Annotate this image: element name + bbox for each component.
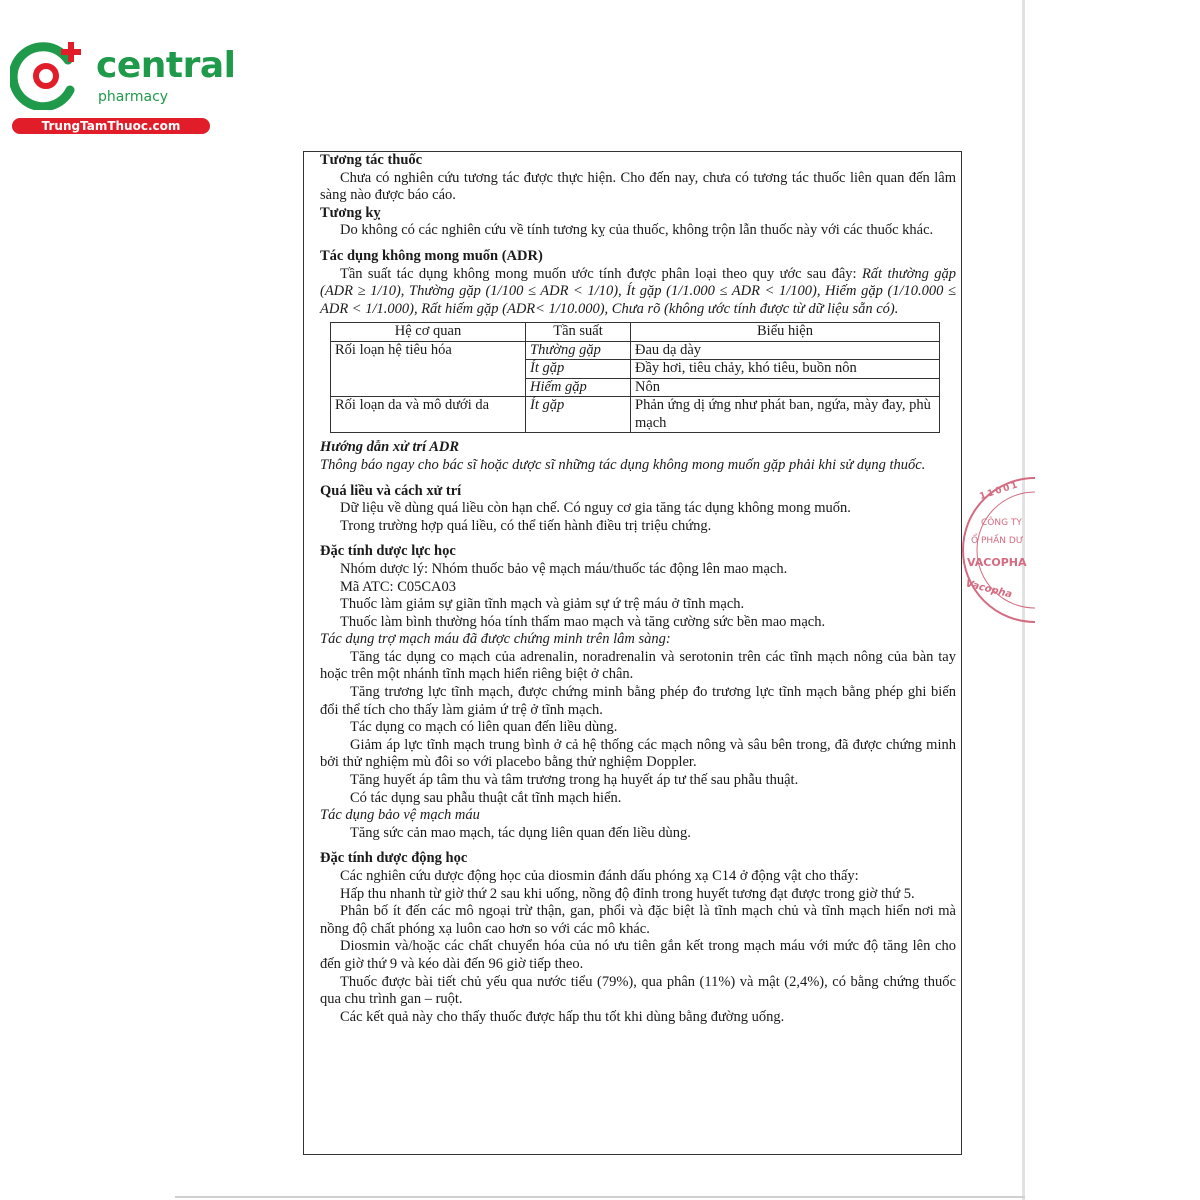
table-cell-effect: Đau dạ dày	[631, 341, 940, 360]
table-cell-effect: Phản ứng dị ứng như phát ban, ngứa, mày đay, phù mạch	[631, 397, 940, 433]
document-content	[320, 152, 956, 1026]
stamp-line-3: VACOPHA	[967, 556, 1027, 569]
heading-pharmacodynamics: Đặc tính dược lực học	[320, 543, 456, 560]
adr-table	[330, 322, 940, 433]
table-cell-organ: Rối loạn hệ tiêu hóa	[331, 341, 526, 397]
heading-pharmacokinetics: Đặc tính dược động học	[320, 850, 468, 867]
text-overdose-2: Trong trường hợp quá liều, có thể tiến hành điều trị triệu chứng.	[340, 517, 712, 534]
heading-incompatibility: Tương kỵ	[320, 204, 381, 221]
text-pd-4: Thuốc làm bình thường hóa tính thấm mao mạch và tăng cường sức bền mao mạch.	[340, 613, 826, 630]
text-overdose-1: Dữ liệu về dùng quá liều còn hạn chế. Có nguy cơ gia tăng tác dụng không mong muốn.	[340, 500, 851, 517]
text-adr-guidance: Thông báo ngay cho bác sĩ hoặc dược sĩ những tác dụng không mong muốn gặp phải khi sử dụng thuốc.	[320, 456, 926, 473]
central-pharmacy-logo[interactable]	[10, 38, 236, 138]
table-header-organ: Hệ cơ quan	[331, 323, 526, 342]
adr-intro-plain: Tần suất tác dụng không mong muốn ước tính được phân loại theo quy ước sau đây:	[340, 265, 862, 282]
text-pd-p6: Có tác dụng sau phẫu thuật cắt tĩnh mạch hiển.	[350, 789, 622, 806]
scan-bottom-edge	[175, 1196, 1025, 1198]
logo-subtitle: pharmacy	[98, 89, 169, 105]
table-cell-frequency: Ít gặp	[526, 360, 631, 379]
text-pk-p5: Thuốc được bài tiết chủ yếu qua nước tiểu (79%), qua phân (11%) và mật (2,4%), có bằng chứng thuốc qua chu trình gan – ruột.	[320, 973, 956, 1008]
table-header-frequency: Tần suất	[526, 323, 631, 342]
table-cell-frequency: Ít gặp	[526, 397, 631, 433]
heading-interactions: Tương tác thuốc	[320, 152, 423, 168]
table-cell-frequency: Hiếm gặp	[526, 378, 631, 397]
table-cell-frequency: Thường gặp	[526, 341, 631, 360]
subheading-pd-vasoprotective: Tác dụng bảo vệ mạch máu	[320, 807, 480, 824]
stamp-line-1: CÔNG TY	[981, 518, 1022, 528]
text-pd-p2: Tăng trương lực tĩnh mạch, được chứng minh bằng phép đo trương lực tĩnh mạch bằng phép ghi biến đổi thể tích cho thấy làm giảm ứ trệ ở tĩnh mạch.	[320, 684, 956, 718]
logo-mark-icon	[10, 38, 90, 110]
text-interactions: Chưa có nghiên cứu tương tác được thực hiện. Cho đến nay, chưa có tương tác thuốc liên quan đến lâm sàng nào được báo cáo.	[320, 169, 956, 204]
text-pd-p3: Tác dụng co mạch có liên quan đến liều dùng.	[350, 719, 618, 736]
table-cell-organ: Rối loạn da và mô dưới da	[331, 397, 526, 433]
text-pk-p3: Phân bố ít đến các mô ngoại trừ thận, gan, phổi và đặc biệt là tĩnh mạch chủ và tĩnh mạch hiển nơi mà nồng độ chất phóng xạ luôn cao hơn so với các mô khác.	[320, 903, 956, 937]
adr-intro-italic: Rất thường gặp (ADR ≥ 1/10), Thường gặp (1/100 ≤ ADR < 1/10), Ít gặp (1/1.000 ≤ ADR < 1/100), Hiếm gặp (1/10.000 ≤ ADR < 1/1.000), Rất hiếm gặp (ADR< 1/10.000), Chưa rõ (không ước tính được từ dữ liệu sẵn có).	[320, 265, 956, 317]
table-header-effect: Biểu hiện	[631, 323, 940, 342]
stamp-number: 11001	[978, 479, 1021, 503]
logo-url[interactable]: TrungTamThuoc.com	[12, 118, 210, 134]
heading-adr-guidance: Hướng dẫn xử trí ADR	[320, 439, 460, 456]
text-pk-p2: Hấp thu nhanh từ giờ thứ 2 sau khi uống, nồng độ đỉnh trong huyết tương đạt được trong giờ thứ 5.	[340, 885, 915, 902]
company-stamp	[955, 470, 1035, 630]
text-pd-p5: Tăng huyết áp tâm thu và tâm trương trong hạ huyết áp tư thế sau phẫu thuật.	[350, 772, 799, 789]
text-pd-3: Thuốc làm giảm sự giãn tĩnh mạch và giảm sự ứ trệ máu ở tĩnh mạch.	[340, 596, 745, 613]
text-pk-p4: Diosmin và/hoặc các chất chuyển hóa của nó ưu tiên gắn kết trong mạch máu với mức độ tăng lên cho đến giờ thứ 9 và kéo dài đến 96 giờ tiếp theo.	[320, 938, 956, 972]
text-pd-atc: Mã ATC: C05CA03	[340, 578, 457, 595]
heading-overdose: Quá liều và cách xử trí	[320, 482, 462, 499]
logo-name: central	[96, 45, 236, 86]
table-row	[331, 397, 940, 433]
text-pk-p1: Các nghiên cứu dược động học của diosmin đánh dấu phóng xạ C14 ở động vật cho thấy:	[340, 868, 859, 884]
text-pd-p4: Giảm áp lực tĩnh mạch trung bình ở cả hệ thống các mạch nông và sâu bên trong, đã được chứng minh bởi thử nghiệm mù đôi so với placebo bằng thử nghiệm Doppler.	[320, 736, 956, 771]
text-pd-p1: Tăng tác dụng co mạch của adrenalin, noradrenalin và serotonin trên các tĩnh mạch nông của bàn tay hoặc trên một nhánh tĩnh mạch hiển riêng biệt ở chân.	[320, 648, 956, 683]
heading-adr: Tác dụng không mong muốn (ADR)	[320, 247, 543, 264]
subheading-pd-venotonic: Tác dụng trợ mạch máu đã được chứng minh trên lâm sàng:	[320, 631, 671, 648]
adr-table-header	[331, 323, 940, 342]
table-cell-effect: Đầy hơi, tiêu chảy, khó tiêu, buồn nôn	[631, 360, 940, 379]
text-pd-group: Nhóm dược lý: Nhóm thuốc bảo vệ mạch máu/thuốc tác động lên mao mạch.	[340, 560, 788, 577]
text-pd-p7: Tăng sức cản mao mạch, tác dụng liên quan đến liều dùng.	[350, 824, 691, 841]
stamp-line-4: Vacopha	[964, 578, 1014, 601]
table-row	[331, 341, 940, 360]
text-pk-p6: Các kết quả này cho thấy thuốc được hấp thu tốt khi dùng bằng đường uống.	[340, 1008, 785, 1025]
stamp-line-2: Ổ PHẦN DƯ	[971, 536, 1024, 546]
text-incompatibility: Do không có các nghiên cứu về tính tương kỵ của thuốc, không trộn lẫn thuốc này với các thuốc khác.	[340, 222, 934, 239]
text-adr-intro	[320, 266, 956, 319]
document-frame	[303, 151, 962, 1155]
table-cell-effect: Nôn	[631, 378, 940, 397]
